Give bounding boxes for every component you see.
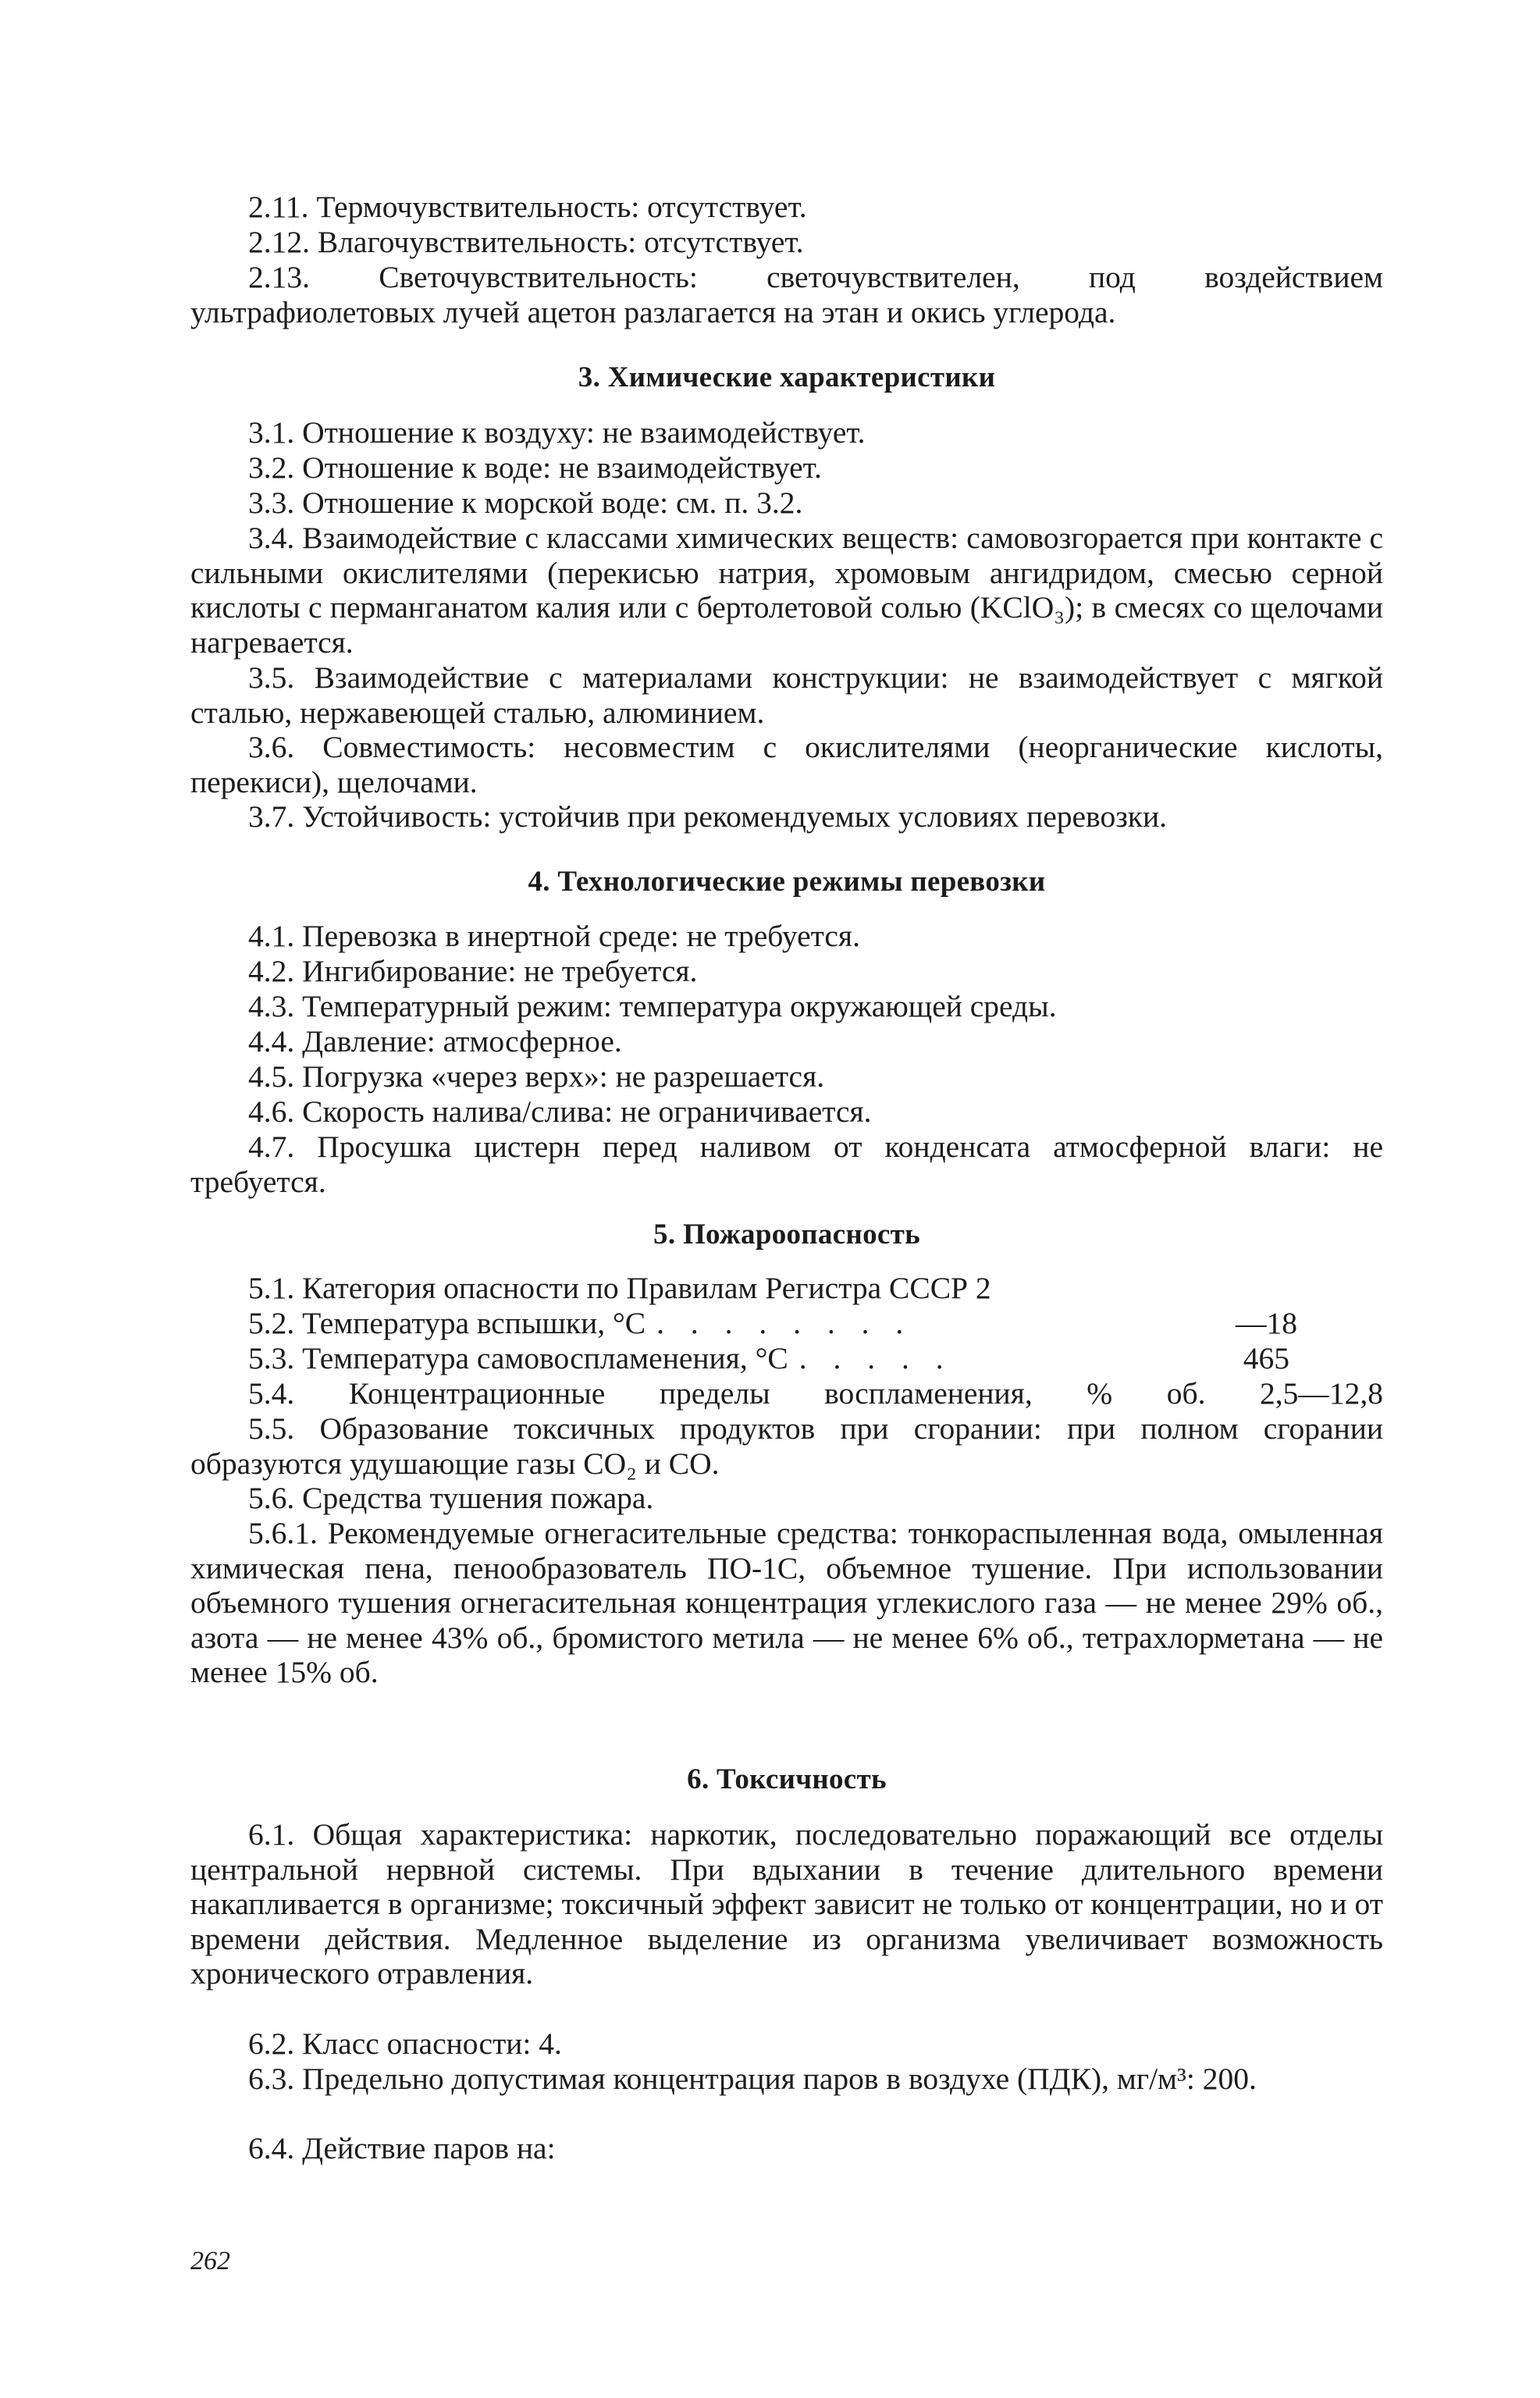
para-4-1: 4.1. Перевозка в инертной среде: не требуется.	[248, 919, 860, 953]
para-3-7: 3.7. Устойчивость: устойчив при рекомендуемых условиях перевозки.	[248, 799, 1167, 834]
para-4-5: 4.5. Погрузка «через верх»: не разрешается.	[248, 1059, 825, 1094]
para-3-1: 3.1. Отношение к воздуху: не взаимодействует.	[248, 415, 866, 450]
page-number: 262	[190, 2247, 230, 2275]
para-6-1: 6.1. Общая характеристика: наркотик, последовательно поражающий все отделы центральной нервной системы. При вдыхании в течение длительного времени накапливается в организме; токсичный эффект зависит не только от концентрации, но и от времени действия. Медленное выделение из организма увеличивает возможность хронического отравления.	[190, 1817, 1383, 1991]
para-5-3-label: 5.3. Температура самовоспламенения, °С	[248, 1341, 788, 1375]
para-6-3: 6.3. Предельно допустимая концентрация паров в воздухе (ПДК), мг/м³: 200.	[248, 2062, 1257, 2096]
para-3-4: 3.4. Взаимодействие с классами химических веществ: самовозгорается при контакте с сильными окислителями (перекисью натрия, хромовым ангидридом, смесью серной кислоты с перманганатом калия или с бертолетовой солью (KClO₃); в смесях со щелочами нагревается.	[190, 521, 1383, 660]
para-4-3: 4.3. Температурный режим: температура окружающей среды.	[248, 989, 1057, 1023]
para-3-2: 3.2. Отношение к воде: не взаимодействует.	[248, 450, 822, 485]
para-6-2: 6.2. Класс опасности: 4.	[248, 2026, 562, 2061]
section-heading-3: 3. Химические характеристики	[578, 361, 996, 393]
para-2-13: 2.13. Светочувствительность: светочувствителен, под воздействием ультрафиолетовых лучей ацетон разлагается на этан и окись углерода.	[190, 260, 1383, 329]
para-5-2-value: —18	[1236, 1306, 1297, 1340]
para-5-1: 5.1. Категория опасности по Правилам Регистра СССР 2	[248, 1271, 991, 1305]
para-4-2: 4.2. Ингибирование: не требуется.	[248, 954, 698, 988]
section-heading-4: 4. Технологические режимы перевозки	[528, 866, 1046, 898]
para-5-3-value: 465	[1243, 1341, 1289, 1375]
para-5-5: 5.5. Образование токсичных продуктов при сгорании: при полном сгорании образуются удушающие газы CO₂ и CO.	[190, 1411, 1383, 1481]
section-heading-6: 6. Токсичность	[687, 1763, 887, 1795]
para-2-12: 2.12. Влагочувствительность: отсутствует.	[248, 225, 804, 259]
para-5-4: 5.4. Концентрационные пределы воспламенения, % об. 2,5—12,8	[248, 1376, 1383, 1411]
para-3-6: 3.6. Совместимость: несовместим с окислителями (неорганические кислоты, перекиси), щелочами.	[190, 730, 1383, 799]
para-3-3: 3.3. Отношение к морской воде: см. п. 3.2.	[248, 486, 803, 520]
para-5-6-1: 5.6.1. Рекомендуемые огнегасительные средства: тонкораспыленная вода, омыленная химическая пена, пенообразователь ПО-1С, объемное тушение. При использовании объемного тушения огнегасительная концентрация углекислого газа — не менее 29% об., азота — не менее 43% об., бромистого метила — не менее 6% об., тетрахлорметана — не менее 15% об.	[190, 1516, 1383, 1690]
para-2-11: 2.11. Термочувствительность: отсутствует.	[248, 190, 807, 224]
para-5-3	[190, 1341, 1383, 1376]
para-5-2-label: 5.2. Температура вспышки, °С	[248, 1306, 646, 1340]
para-5-2-leader: . . . . . . . .	[656, 1306, 913, 1340]
section-heading-5: 5. Пожароопасность	[653, 1219, 920, 1251]
para-4-6: 4.6. Скорость налива/слива: не ограничивается.	[248, 1094, 872, 1129]
para-4-7: 4.7. Просушка цистерн перед наливом от конденсата атмосферной влаги: не требуется.	[190, 1130, 1383, 1199]
para-4-4: 4.4. Давление: атмосферное.	[248, 1024, 622, 1058]
para-3-5: 3.5. Взаимодействие с материалами конструкции: не взаимодействует с мягкой сталью, нержавеющей сталью, алюминием.	[190, 660, 1383, 730]
para-5-6: 5.6. Средства тушения пожара.	[248, 1481, 654, 1515]
para-5-3-leader: . . . . .	[798, 1341, 953, 1375]
para-5-2	[190, 1306, 1383, 1341]
para-6-4: 6.4. Действие паров на:	[248, 2131, 556, 2165]
